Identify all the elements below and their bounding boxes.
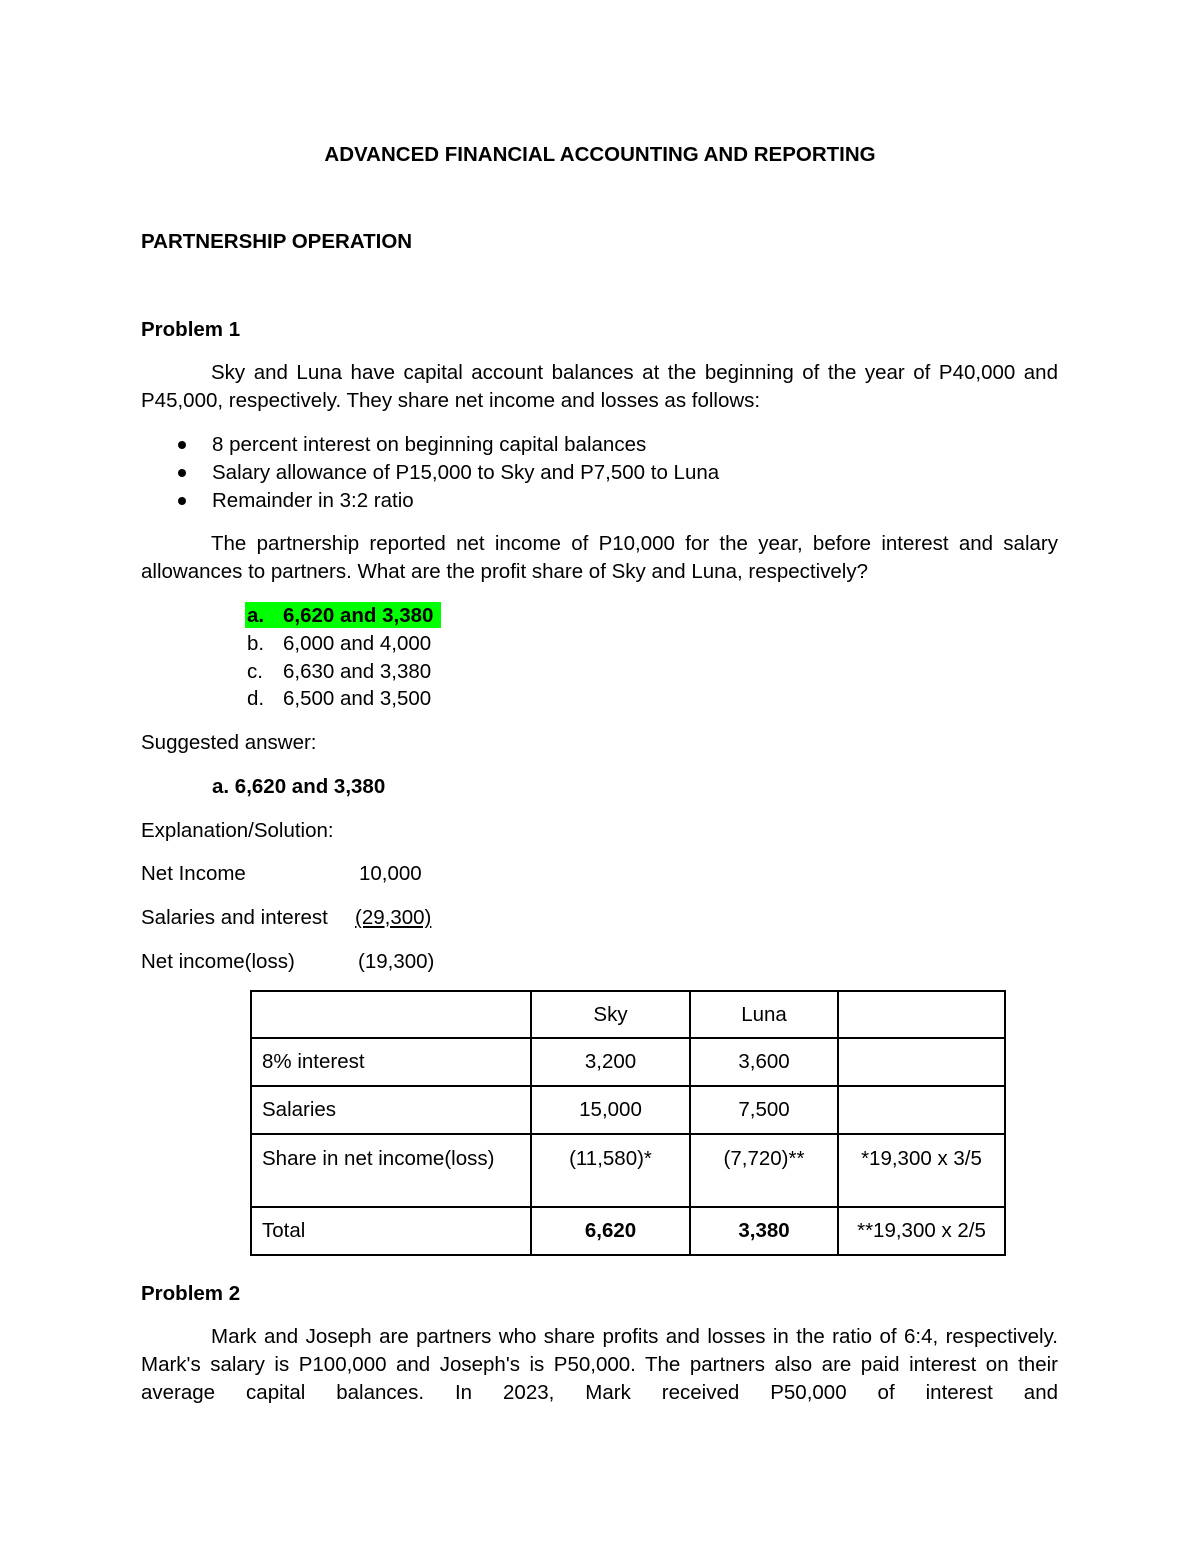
table-row: [251, 1134, 1005, 1207]
table-cell: (11,580)*: [531, 1134, 690, 1207]
table-cell: [838, 1086, 1005, 1134]
section-heading: PARTNERSHIP OPERATION: [141, 230, 413, 253]
table-header-sky: Sky: [531, 991, 690, 1038]
calc-label: Salaries and interest: [141, 906, 328, 929]
problem-2-heading: Problem 2: [141, 1282, 241, 1305]
table-cell: Salaries: [251, 1086, 531, 1134]
suggested-answer: a. 6,620 and 3,380: [212, 775, 386, 798]
explanation-label: Explanation/Solution:: [141, 819, 334, 842]
problem-1-heading: Problem 1: [141, 318, 241, 341]
option-letter: c.: [247, 660, 263, 683]
table-cell: 3,200: [531, 1038, 690, 1086]
bullet-icon: [178, 497, 186, 505]
bullet-icon: [178, 469, 186, 477]
table-header-row: [251, 991, 1005, 1038]
problem-1-question: The partnership reported net income of P10,000 for the year, before interest and salary allowances to partners. What are the profit share of Sky and Luna, respectively?: [141, 532, 1058, 583]
table-cell: Share in net income(loss): [251, 1134, 531, 1207]
table-cell: [251, 991, 531, 1038]
problem-2-text: Mark and Joseph are partners who share profits and losses in the ratio of 6:4, respectively. Mark's salary is P100,000 and Joseph's is P50,000. The partners also are paid interest on their average capital balances. In 2023, Mark received P50,000 of interest and: [141, 1325, 1058, 1404]
option-text: 6,000 and 4,000: [283, 632, 432, 655]
bullet-item: Salary allowance of P15,000 to Sky and P7,500 to Luna: [212, 461, 720, 484]
table-cell: 3,600: [690, 1038, 838, 1086]
table-cell: Total: [251, 1207, 531, 1255]
table-row: [251, 1207, 1005, 1255]
problem-1-intro: Sky and Luna have capital account balances at the beginning of the year of P40,000 and P45,000, respectively. They share net income and losses as follows:: [141, 361, 1058, 412]
table-cell: (7,720)**: [690, 1134, 838, 1207]
option-letter: b.: [247, 632, 265, 655]
bullet-item: Remainder in 3:2 ratio: [212, 489, 414, 512]
suggested-answer-label: Suggested answer:: [141, 731, 317, 754]
option-text: 6,620 and 3,380: [283, 604, 434, 627]
document-title: ADVANCED FINANCIAL ACCOUNTING AND REPORTING: [324, 143, 876, 166]
solution-table: [250, 990, 1006, 1256]
option-letter: a.: [247, 604, 265, 627]
bullet-item: 8 percent interest on beginning capital balances: [212, 433, 647, 456]
table-cell: 8% interest: [251, 1038, 531, 1086]
table-header-luna: Luna: [690, 991, 838, 1038]
table-cell: **19,300 x 2/5: [838, 1207, 1005, 1255]
table-cell: 6,620: [531, 1207, 690, 1255]
calc-value: 10,000: [359, 862, 422, 885]
option-text: 6,500 and 3,500: [283, 687, 432, 710]
table-cell: 7,500: [690, 1086, 838, 1134]
table-cell: *19,300 x 3/5: [838, 1134, 1005, 1207]
option-letter: d.: [247, 687, 265, 710]
table-cell: [838, 991, 1005, 1038]
table-cell: 15,000: [531, 1086, 690, 1134]
calc-label: Net Income: [141, 862, 246, 885]
bullet-icon: [178, 441, 186, 449]
table-row: [251, 1086, 1005, 1134]
calc-value: (29,300): [355, 906, 432, 929]
option-text: 6,630 and 3,380: [283, 660, 432, 683]
table-row: [251, 1038, 1005, 1086]
calc-label: Net income(loss): [141, 950, 295, 973]
calc-value: (19,300): [358, 950, 435, 973]
table-cell: [838, 1038, 1005, 1086]
table-cell: 3,380: [690, 1207, 838, 1255]
